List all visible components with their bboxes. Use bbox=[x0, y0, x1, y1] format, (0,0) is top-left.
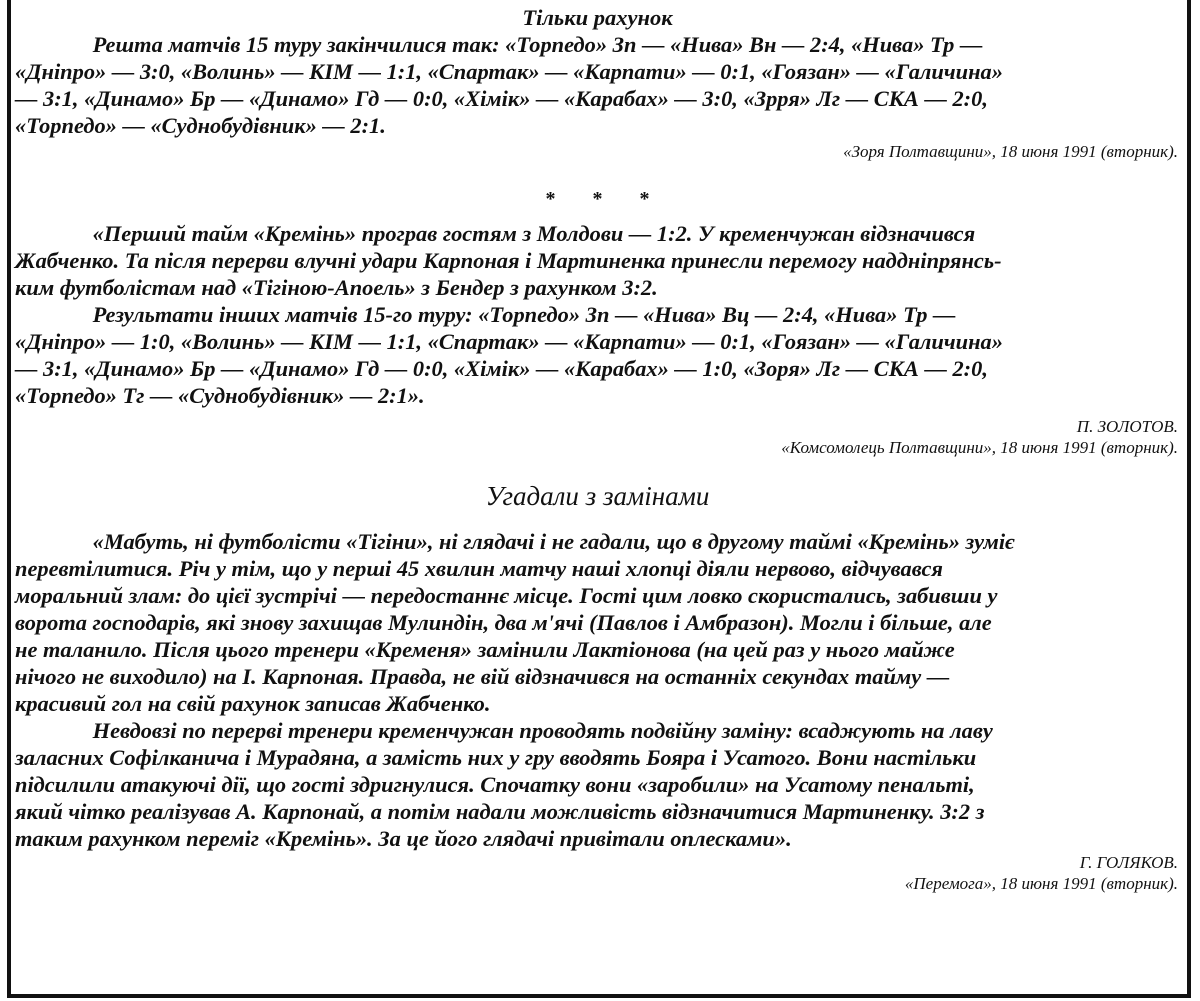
text-line: «Перший тайм «Кремінь» програв гостям з Молдови — 1:2. У кременчужан відзначився bbox=[92, 221, 976, 246]
text-line: таким рахунком переміг «Кремінь». За це його глядачі привітали оплесками». bbox=[15, 826, 792, 851]
section2-author: П. ЗОЛОТОВ. bbox=[1076, 417, 1178, 436]
text-line: який чітко реалізував А. Карпонай, а потім надали можливість відзначитися Мартиненку. 3:2 з bbox=[15, 799, 985, 824]
section-title-uhadaly-z-zaminamy: Угадали з замінами bbox=[485, 481, 710, 511]
text-line: «Торпедо» Тг — «Суднобудівник» — 2:1». bbox=[15, 383, 425, 408]
text-line: Результати інших матчів 15-го туру: «Торпедо» Зп — «Нива» Вц — 2:4, «Нива» Тр — bbox=[92, 302, 956, 327]
text-line: — 3:1, «Динамо» Бр — «Динамо» Гд — 0:0, «Хімік» — «Карабах» — 3:0, «Зрря» Лг — СКА — 2:0, bbox=[15, 86, 988, 111]
text-line: «Торпедо» — «Суднобудівник» — 2:1. bbox=[15, 113, 386, 138]
section3-source: «Перемога», 18 июня 1991 (вторник). bbox=[904, 874, 1178, 893]
document-page bbox=[15, 0, 1180, 894]
section3-author: Г. ГОЛЯКОВ. bbox=[1079, 853, 1178, 872]
text-line: Невдовзі по перерві тренери кременчужан проводять подвійну заміну: всаджують на лаву bbox=[92, 718, 993, 743]
section-title-tilky-rakhunok: Тільки рахунок bbox=[522, 5, 673, 30]
section1-source: «Зоря Полтавщини», 18 июня 1991 (вторник). bbox=[843, 142, 1178, 161]
text-line: ворота господарів, які знову захищав Мулиндін, два м'ячі (Павлов і Амбразон). Могли і більше, але bbox=[15, 610, 992, 635]
section1-paragraph bbox=[15, 31, 1180, 139]
separator-asterisks: * * * bbox=[545, 188, 666, 210]
text-line: не таланило. Після цього тренери «Кременя» замінили Лактіонова (на цей раз у нього майже bbox=[15, 637, 955, 662]
text-line: перевтілитися. Річ у тім, що у перші 45 хвилин матчу наші хлопці діяли нервово, відчувався bbox=[15, 556, 943, 581]
text-line: Решта матчів 15 туру закінчилися так: «Торпедо» Зп — «Нива» Вн — 2:4, «Нива» Тр — bbox=[92, 32, 983, 57]
text-line: «Мабуть, ні футболісти «Тігіни», ні глядачі і не гадали, що в другому таймі «Кремінь» зуміє bbox=[92, 529, 1015, 554]
section3-paragraph-2 bbox=[15, 717, 1180, 852]
text-line: заласних Софілканича і Мурадяна, а замість них у гру вводять Бояра і Усатого. Вони настільки bbox=[15, 745, 977, 770]
text-line: «Дніпро» — 3:0, «Волинь» — КІМ — 1:1, «Спартак» — «Карпати» — 0:1, «Гоязан» — «Галичина» bbox=[15, 59, 1003, 84]
text-line: моральний злам: до цієї зустрічі — передостаннє місце. Гості цим ловко скористались, забивши у bbox=[15, 583, 998, 608]
section2-source: «Комсомолець Полтавщини», 18 июня 1991 (вторник). bbox=[781, 438, 1178, 457]
section3-paragraph-1 bbox=[15, 528, 1180, 717]
text-line: — 3:1, «Динамо» Бр — «Динамо» Гд — 0:0, «Хімік» — «Карабах» — 1:0, «Зоря» Лг — СКА — 2:0, bbox=[15, 356, 988, 381]
text-line: красивий гол на свій рахунок записав Жабченко. bbox=[15, 691, 491, 716]
text-line: «Дніпро» — 1:0, «Волинь» — КІМ — 1:1, «Спартак» — «Карпати» — 0:1, «Гоязан» — «Галичина» bbox=[15, 329, 1003, 354]
text-line: нічого не виходило) на І. Карпоная. Правда, не вій відзначився на останніх секундах тайму — bbox=[15, 664, 950, 689]
text-line: Жабченко. Та після перерви влучні удари Карпоная і Мартиненка принесли перемогу наддніпрянсь- bbox=[15, 248, 1002, 273]
section2-paragraph-1 bbox=[15, 220, 1180, 301]
text-line: підсилили атакуючі дії, що гості здригнулися. Спочатку вони «заробили» на Усатому пенальті, bbox=[15, 772, 975, 797]
text-line: ким футболістам над «Тігіною-Апоель» з Бендер з рахунком 3:2. bbox=[15, 275, 658, 300]
section2-paragraph-2 bbox=[15, 301, 1180, 409]
